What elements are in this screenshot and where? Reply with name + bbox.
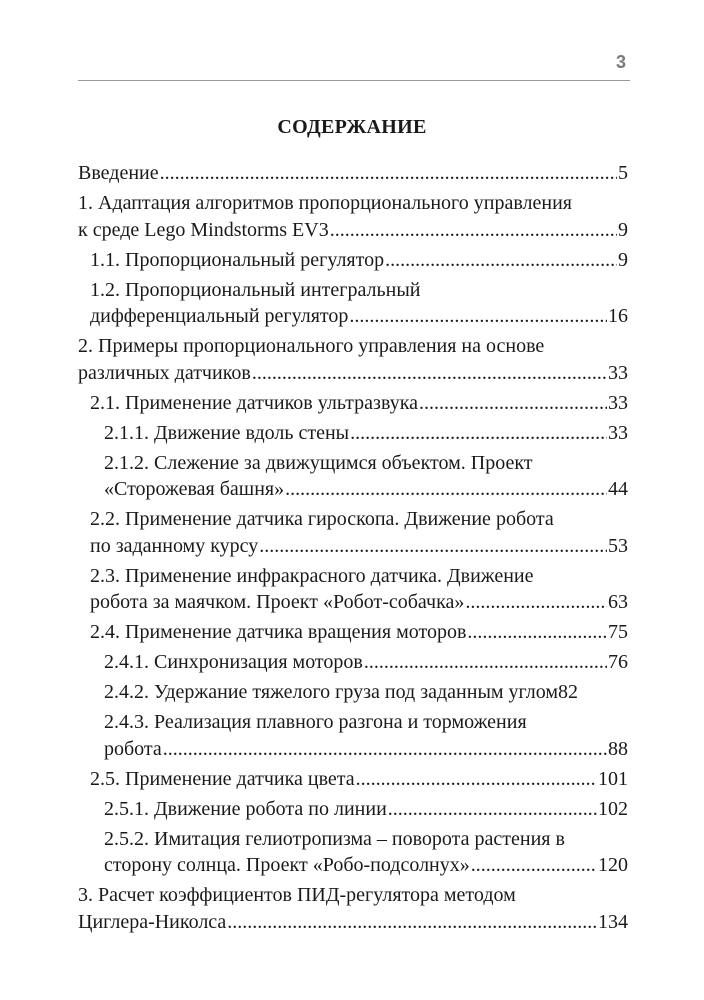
toc-page-number: 44	[608, 478, 628, 500]
toc-entry-text: робота	[104, 737, 162, 760]
dot-leader	[330, 217, 617, 244]
toc-entry[interactable]	[78, 160, 628, 187]
toc-entry[interactable]	[78, 649, 628, 676]
toc-entry[interactable]	[78, 277, 628, 330]
toc-entry[interactable]	[78, 882, 628, 935]
dot-leader	[227, 909, 597, 936]
toc-entry-text: 2.2. Применение датчика гироскопа. Движение робота	[90, 508, 554, 530]
toc-entry-text: 1. Адаптация алгоритмов пропорционального управления	[78, 192, 572, 214]
toc-page-number: 33	[608, 391, 628, 414]
toc-entry-text: 2.1. Применение датчиков ультразвука	[90, 391, 418, 414]
toc-entry-text: дифференциальный регулятор	[90, 305, 349, 327]
dot-leader	[160, 160, 617, 187]
toc-entry-text: 2.5. Применение датчика цвета	[90, 767, 355, 790]
dot-leader	[252, 360, 607, 387]
toc-page-number: 75	[608, 621, 628, 643]
toc-entry-text: по заданному курсу	[90, 534, 259, 557]
toc-entry[interactable]	[78, 506, 628, 559]
toc-page-number: 82	[557, 681, 578, 703]
dot-leader	[350, 420, 607, 447]
toc-page-number: 120	[598, 854, 628, 876]
dot-leader	[259, 533, 607, 560]
toc-entry[interactable]	[78, 390, 628, 417]
dot-leader	[163, 736, 607, 763]
dot-leader	[349, 303, 607, 330]
toc-entry-text: 2.5.2. Имитация гелиотропизма – поворота растения в	[104, 827, 565, 850]
toc-entry[interactable]	[78, 619, 628, 646]
toc-entry-text: 1.2. Пропорциональный интегральный	[90, 278, 421, 301]
toc-entry-text: 2. Примеры пропорционального управления на основе	[78, 335, 545, 357]
page-title: СОДЕРЖАНИЕ	[277, 116, 427, 138]
toc-entry[interactable]	[78, 563, 628, 616]
toc-page-number: 33	[608, 361, 628, 384]
dot-leader	[285, 476, 607, 503]
toc-entry-text: 2.4.1. Синхронизация моторов	[104, 651, 363, 673]
dot-leader	[385, 247, 617, 274]
toc-page-number: 33	[608, 421, 628, 444]
toc-entry-text: Введение	[78, 162, 159, 184]
dot-leader	[388, 796, 597, 823]
toc-page-number: 102	[598, 797, 628, 820]
dot-leader	[419, 390, 607, 417]
dot-leader	[364, 649, 607, 676]
toc-entry-text: 2.4. Применение датчика вращения моторов	[90, 621, 467, 643]
toc-entry[interactable]	[78, 679, 628, 706]
toc-entry-text: Циглера-Николса	[78, 910, 227, 933]
toc-entry[interactable]	[78, 766, 628, 793]
toc-entry-text: «Сторожевая башня»	[104, 478, 285, 500]
toc-page-number: 63	[608, 591, 628, 613]
toc-page-number: 53	[608, 534, 628, 557]
dot-leader	[471, 852, 597, 879]
toc-page-number: 88	[608, 737, 628, 760]
header-rule	[78, 80, 630, 81]
toc-page-number: 9	[618, 218, 628, 241]
toc-entry-text: сторону солнца. Проект «Робо-подсолнух»	[104, 854, 470, 876]
toc-entry-text: 2.1.1. Движение вдоль стены	[104, 421, 350, 444]
toc-entry-text: робота за маячком. Проект «Робот-собачка»	[90, 591, 465, 613]
page-number: 3	[615, 52, 626, 72]
toc-entry-text: 2.5.1. Движение робота по линии	[104, 797, 387, 820]
toc-page-number: 76	[608, 651, 628, 673]
toc-entry-text: 2.4.3. Реализация плавного разгона и торможения	[104, 711, 527, 733]
toc-entry[interactable]	[78, 709, 628, 762]
toc-entry-text: к среде Lego Mindstorms EV3	[78, 218, 329, 241]
toc-entry-text: 3. Расчет коэффициентов ПИД-регулятора методом	[78, 884, 516, 906]
toc-entry[interactable]	[78, 420, 628, 447]
dot-leader	[467, 619, 607, 646]
table-of-contents	[78, 160, 628, 939]
dot-leader	[465, 589, 607, 616]
toc-entry[interactable]	[78, 247, 628, 274]
toc-entry-text: различных датчиков	[78, 361, 251, 384]
toc-entry[interactable]	[78, 826, 628, 879]
toc-entry[interactable]	[78, 190, 628, 243]
toc-page-number: 16	[608, 305, 628, 327]
toc-entry[interactable]	[78, 333, 628, 386]
dot-leader	[356, 766, 597, 793]
toc-page-number: 101	[598, 767, 628, 790]
toc-entry-text: 1.1. Пропорциональный регулятор	[90, 248, 385, 271]
toc-entry[interactable]	[78, 450, 628, 503]
toc-entry-text: 2.1.2. Слежение за движущимся объектом. Проект	[104, 451, 533, 474]
toc-entry-text: 2.3. Применение инфракрасного датчика. Движение	[90, 564, 534, 587]
toc-page-number: 9	[618, 248, 628, 271]
toc-page-number: 134	[598, 910, 628, 933]
toc-entry[interactable]	[78, 796, 628, 823]
toc-page-number: 5	[618, 162, 628, 184]
toc-entry-text: 2.4.2. Удержание тяжелого груза под заданным углом	[104, 681, 558, 703]
